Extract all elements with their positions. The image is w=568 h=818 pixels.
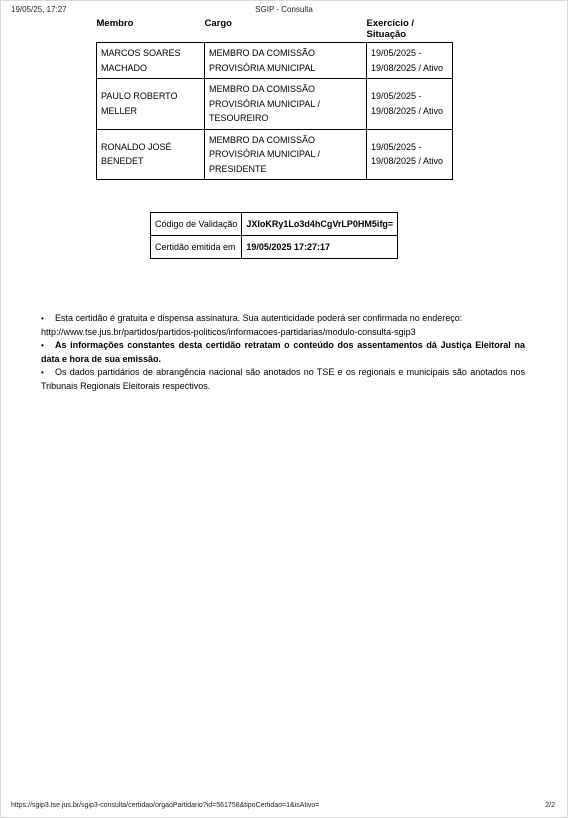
- note-authenticity: [41, 312, 525, 326]
- note-url[interactable]: http://www.tse.jus.br/partidos/partidos-politicos/informacoes-partidarias/modulo-consulta-sgip3: [41, 326, 416, 337]
- cell-line: 19/05/2025 -: [371, 91, 422, 102]
- validation-code-row: [151, 213, 398, 236]
- print-title: SGIP - Consulta: [255, 5, 313, 14]
- cell-line: MEMBRO DA COMISSÃO: [209, 134, 316, 145]
- page-number: 2/2: [545, 802, 555, 809]
- validation-code-value: JXIoKRy1Lo3d4hCgVrLP0HM5ifg=: [242, 213, 398, 236]
- header-exercicio: Exercício / Situação: [366, 18, 415, 40]
- note-data-scope: [41, 366, 525, 393]
- header-membro: Membro: [96, 18, 134, 29]
- note-text: Os dados partidários de abrangência nacional são anotados no TSE e os regionais e municipais são anotados nos Tribunais Regionais Eleitorais respectivos.: [41, 367, 525, 391]
- cell-line: PROVISÓRIA MUNICIPAL: [209, 62, 316, 73]
- cell-line: PROVISÓRIA MUNICIPAL /: [209, 98, 321, 109]
- validation-code-label: Código de Validação: [151, 213, 242, 236]
- note-text: Esta certidão é gratuita e dispensa assinatura. Sua autenticidade poderá ser confirmada no endereço:: [55, 313, 463, 323]
- cell-line: BENEDET: [101, 156, 144, 167]
- cell-membro: [97, 43, 205, 79]
- cell-membro: [97, 129, 205, 180]
- cell-membro: [97, 79, 205, 130]
- note-text: As informações constantes desta certidão retratam o conteúdo dos assentamentos dá Justiça Eleitoral na data e hora de sua emissão.: [41, 340, 525, 364]
- members-table: [96, 17, 453, 180]
- cell-line: PROVISÓRIA MUNICIPAL /: [209, 149, 321, 159]
- cell-line: 19/05/2025 -: [371, 141, 422, 152]
- bullet-icon: •: [41, 341, 44, 350]
- footer-url: https://sgip3.tse.jus.br/sgip3-consulta/certidao/orgaoPartidario?id=561758&tipoCertidao=1&isAtivo=: [11, 802, 320, 809]
- cell-cargo: [205, 129, 367, 180]
- table-row: [97, 79, 453, 130]
- cell-line: MARCOS SOARES: [101, 48, 181, 58]
- issued-row: [151, 236, 398, 259]
- cell-line: RONALDO JOSÉ: [101, 141, 172, 152]
- table-row: [97, 129, 453, 180]
- cell-line: MEMBRO DA COMISSÃO: [209, 84, 316, 94]
- table-header-row: [97, 17, 453, 43]
- cell-line: 19/05/2025 -: [371, 48, 422, 58]
- header-cargo: Cargo: [204, 18, 232, 29]
- cell-line: PRESIDENTE: [209, 163, 267, 174]
- validation-table: [150, 212, 398, 259]
- cell-line: 19/08/2025 / Ativo: [371, 62, 444, 73]
- cell-line: 19/08/2025 / Ativo: [371, 105, 444, 116]
- issued-label: Certidão emitida em: [151, 236, 242, 259]
- notes-section: [41, 312, 525, 393]
- bullet-icon: •: [41, 314, 44, 323]
- cell-exercicio: [367, 129, 453, 180]
- cell-cargo: [205, 79, 367, 130]
- cell-line: MACHADO: [101, 62, 148, 73]
- issued-value: 19/05/2025 17:27:17: [242, 236, 398, 259]
- table-row: [97, 43, 453, 79]
- note-information: [41, 339, 525, 366]
- cell-line: TESOUREIRO: [209, 113, 269, 123]
- cell-cargo: [205, 43, 367, 79]
- cell-line: 19/08/2025 / Ativo: [371, 156, 444, 167]
- cell-exercicio: [367, 79, 453, 130]
- cell-exercicio: [367, 43, 453, 79]
- cell-line: PAULO ROBERTO: [101, 91, 178, 102]
- cell-line: MELLER: [101, 105, 138, 116]
- print-datetime: 19/05/25, 17:27: [11, 5, 67, 14]
- bullet-icon: •: [41, 368, 44, 377]
- cell-line: MEMBRO DA COMISSÃO: [209, 48, 316, 58]
